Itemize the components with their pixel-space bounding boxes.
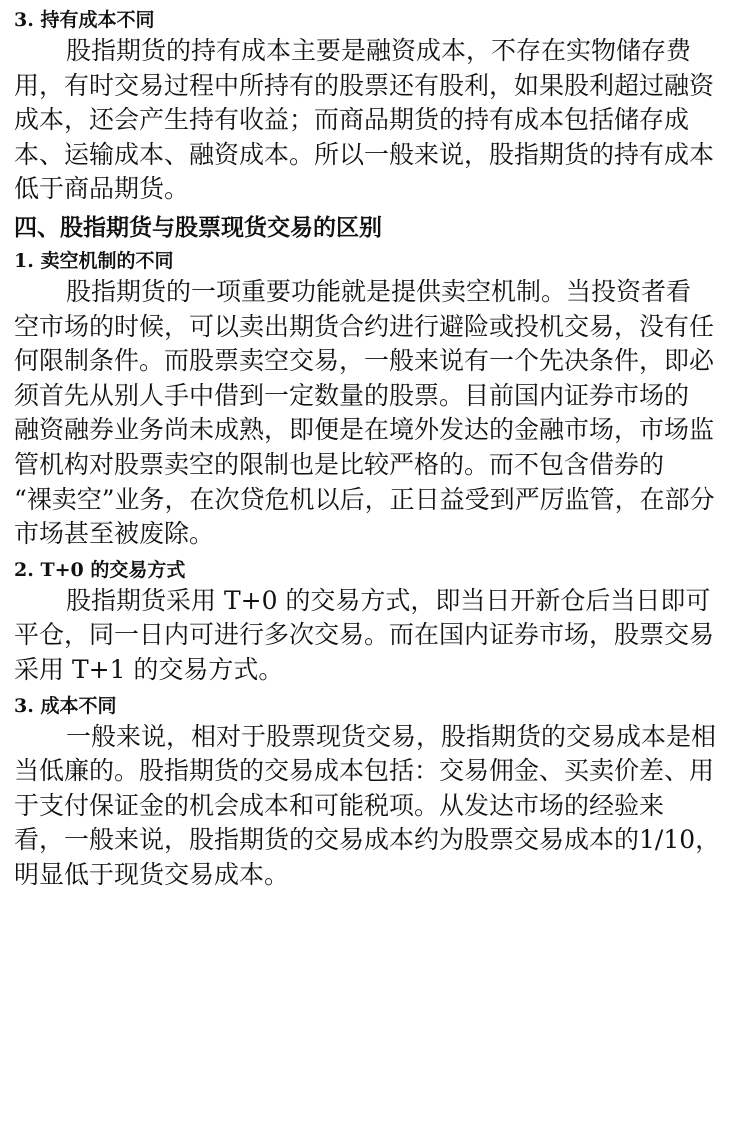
paragraph-line: 市场甚至被废除。 [14,519,215,549]
paragraph-line: 本、运输成本、融资成本。所以一般来说，股指期货的持有成本 [14,139,715,169]
paragraph-line: 低于商品期货。 [14,174,190,204]
paragraph-line: 一般来说，相对于股票现货交易，股指期货的交易成本是相 [66,721,717,751]
subheading-holding-cost: 3. 持有成本不同 [14,9,155,31]
paragraph-line: 股指期货的持有成本主要是融资成本，不存在实物储存费 [66,36,692,65]
paragraph-line: 当低廉的。股指期货的交易成本包括：交易佣金、买卖价差、用 [14,756,715,786]
paragraph-line: 看，一般来说，股指期货的交易成本约为股票交易成本的1/10， [14,825,721,855]
section-heading: 四、股指期货与股票现货交易的区别 [14,214,382,241]
paragraph-line: 明显低于现货交易成本。 [14,859,290,889]
subheading-short-selling: 1. 卖空机制的不同 [14,249,174,272]
subheading-t-plus-0: 2. T+0 的交易方式 [14,558,186,581]
paragraph-line: 股指期货采用 T+0 的交易方式，即当日开新仓后当日即可 [66,585,711,615]
paragraph-line: 成本，还会产生持有收益；而商品期货的持有成本包括储存成 [14,105,690,135]
paragraph-line: 管机构对股票卖空的限制也是比较严格的。而不包含借券的 [14,449,665,479]
paragraph-line: “裸卖空”业务，在次贷危机以后，正日益受到严厉监管，在部分 [14,484,715,514]
paragraph-line: 须首先从别人手中借到一定数量的股票。目前国内证券市场的 [14,380,690,410]
paragraph-line: 融资融券业务尚未成熟，即便是在境外发达的金融市场，市场监 [14,415,715,445]
paragraph-line: 何限制条件。而股票卖空交易，一般来说有一个先决条件，即必 [14,346,715,376]
paragraph-holding-cost [14,34,736,207]
paragraph-line: 空市场的时候，可以卖出期货合约进行避险或投机交易，没有任 [14,311,715,341]
paragraph-line: 股指期货的一项重要功能就是提供卖空机制。当投资者看 [66,276,692,306]
paragraph-line: 用，有时交易过程中所持有的股票还有股利，如果股利超过融资 [14,70,715,100]
paragraph-line: 平仓，同一日内可进行多次交易。而在国内证券市场，股票交易 [14,620,715,650]
paragraph-cost [14,720,736,893]
paragraph-short-selling [14,275,736,552]
paragraph-t-plus-0 [14,584,736,688]
subheading-cost: 3. 成本不同 [14,694,117,717]
paragraph-line: 于支付保证金的机会成本和可能税项。从发达市场的经验来 [14,790,665,820]
paragraph-line: 采用 T+1 的交易方式。 [14,654,284,684]
